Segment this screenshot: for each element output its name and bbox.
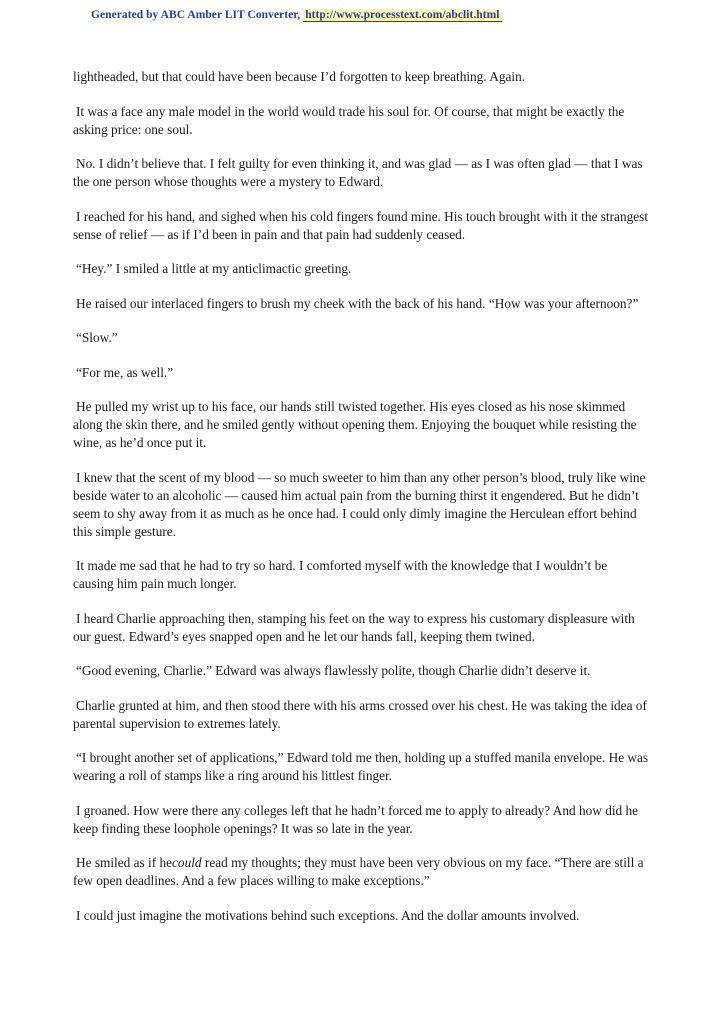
paragraph: I heard Charlie approaching then, stamping his feet on the way to express his customary displeasure with our guest. Edward’s eyes snapped open and he let our hands fall, keeping them twined. <box>73 610 635 644</box>
paragraph-text: He smiled as if he <box>76 855 173 870</box>
paragraph: He raised our interlaced fingers to brush my cheek with the back of his hand. “How was your afternoon?” <box>76 295 639 311</box>
paragraph: He pulled my wrist up to his face, our hands still twisted together. His eyes closed as his nose skimmed along the skin there, and he smiled gently without opening them. Enjoying the bouquet while resisting the wine, as he’d once put it. <box>73 399 637 450</box>
banner-text: Generated by ABC Amber LIT Converter, <box>91 9 304 21</box>
paragraph: I reached for his hand, and sighed when his cold fingers found mine. His touch brought with it the strangest sense of relief — as if I’d been in pain and that pain had suddenly ceased. <box>73 208 649 242</box>
paragraph: “For me, as well.” <box>76 364 174 380</box>
paragraph: No. I didn’t believe that. I felt guilty for even thinking it, and was glad — as I was often glad — that I was the one person whose thoughts were a mystery to Edward. <box>73 156 643 189</box>
banner-link[interactable]: http://www.processtext.com/abclit.html <box>305 9 500 21</box>
emphasis-text: could <box>172 855 202 870</box>
paragraph: I groaned. How were there any colleges left that he hadn’t forced me to apply to already? And how did he keep finding these loophole openings? It was so late in the year. <box>73 802 639 836</box>
body-text <box>73 68 651 925</box>
paragraph: Charlie grunted at him, and then stood there with his arms crossed over his chest. He was taking the idea of parental supervision to extremes lately. <box>73 697 647 731</box>
paragraph-text: read my thoughts; they must have been very obvious on my face. “There are still a few open deadlines. And a few places willing to make exceptions.” <box>73 855 644 888</box>
paragraph: It made me sad that he had to try so hard. I comforted myself with the knowledge that I wouldn’t be causing him pain much longer. <box>73 558 608 591</box>
paragraph <box>73 854 651 890</box>
paragraph: It was a face any male model in the world would trade his soul for. Of course, that might be exactly the asking price: one soul. <box>73 103 625 137</box>
paragraph: lightheaded, but that could have been because I’d forgotten to keep breathing. Again. <box>73 69 526 84</box>
paragraph: I knew that the scent of my blood — so much sweeter to him than any other person’s blood, truly like wine beside water to an alcoholic — caused him actual pain from the burning thirst it engendered. But he didn’t seem to shy away from it as much as he once had. I could only dimly imagine the Herculean effort behind this simple gesture. <box>73 469 646 539</box>
converter-banner <box>91 9 502 21</box>
paragraph: “I brought another set of applications,” Edward told me then, holding up a stuffed manila envelope. He was wearing a roll of stamps like a ring around his littlest finger. <box>73 750 649 783</box>
paragraph: I could just imagine the motivations behind such exceptions. And the dollar amounts involved. <box>76 907 580 923</box>
paragraph: “Hey.” I smiled a little at my anticlimactic greeting. <box>76 261 352 276</box>
paragraph: “Slow.” <box>76 330 118 345</box>
paragraph: “Good evening, Charlie.” Edward was always flawlessly polite, though Charlie didn’t deserve it. <box>76 663 591 678</box>
